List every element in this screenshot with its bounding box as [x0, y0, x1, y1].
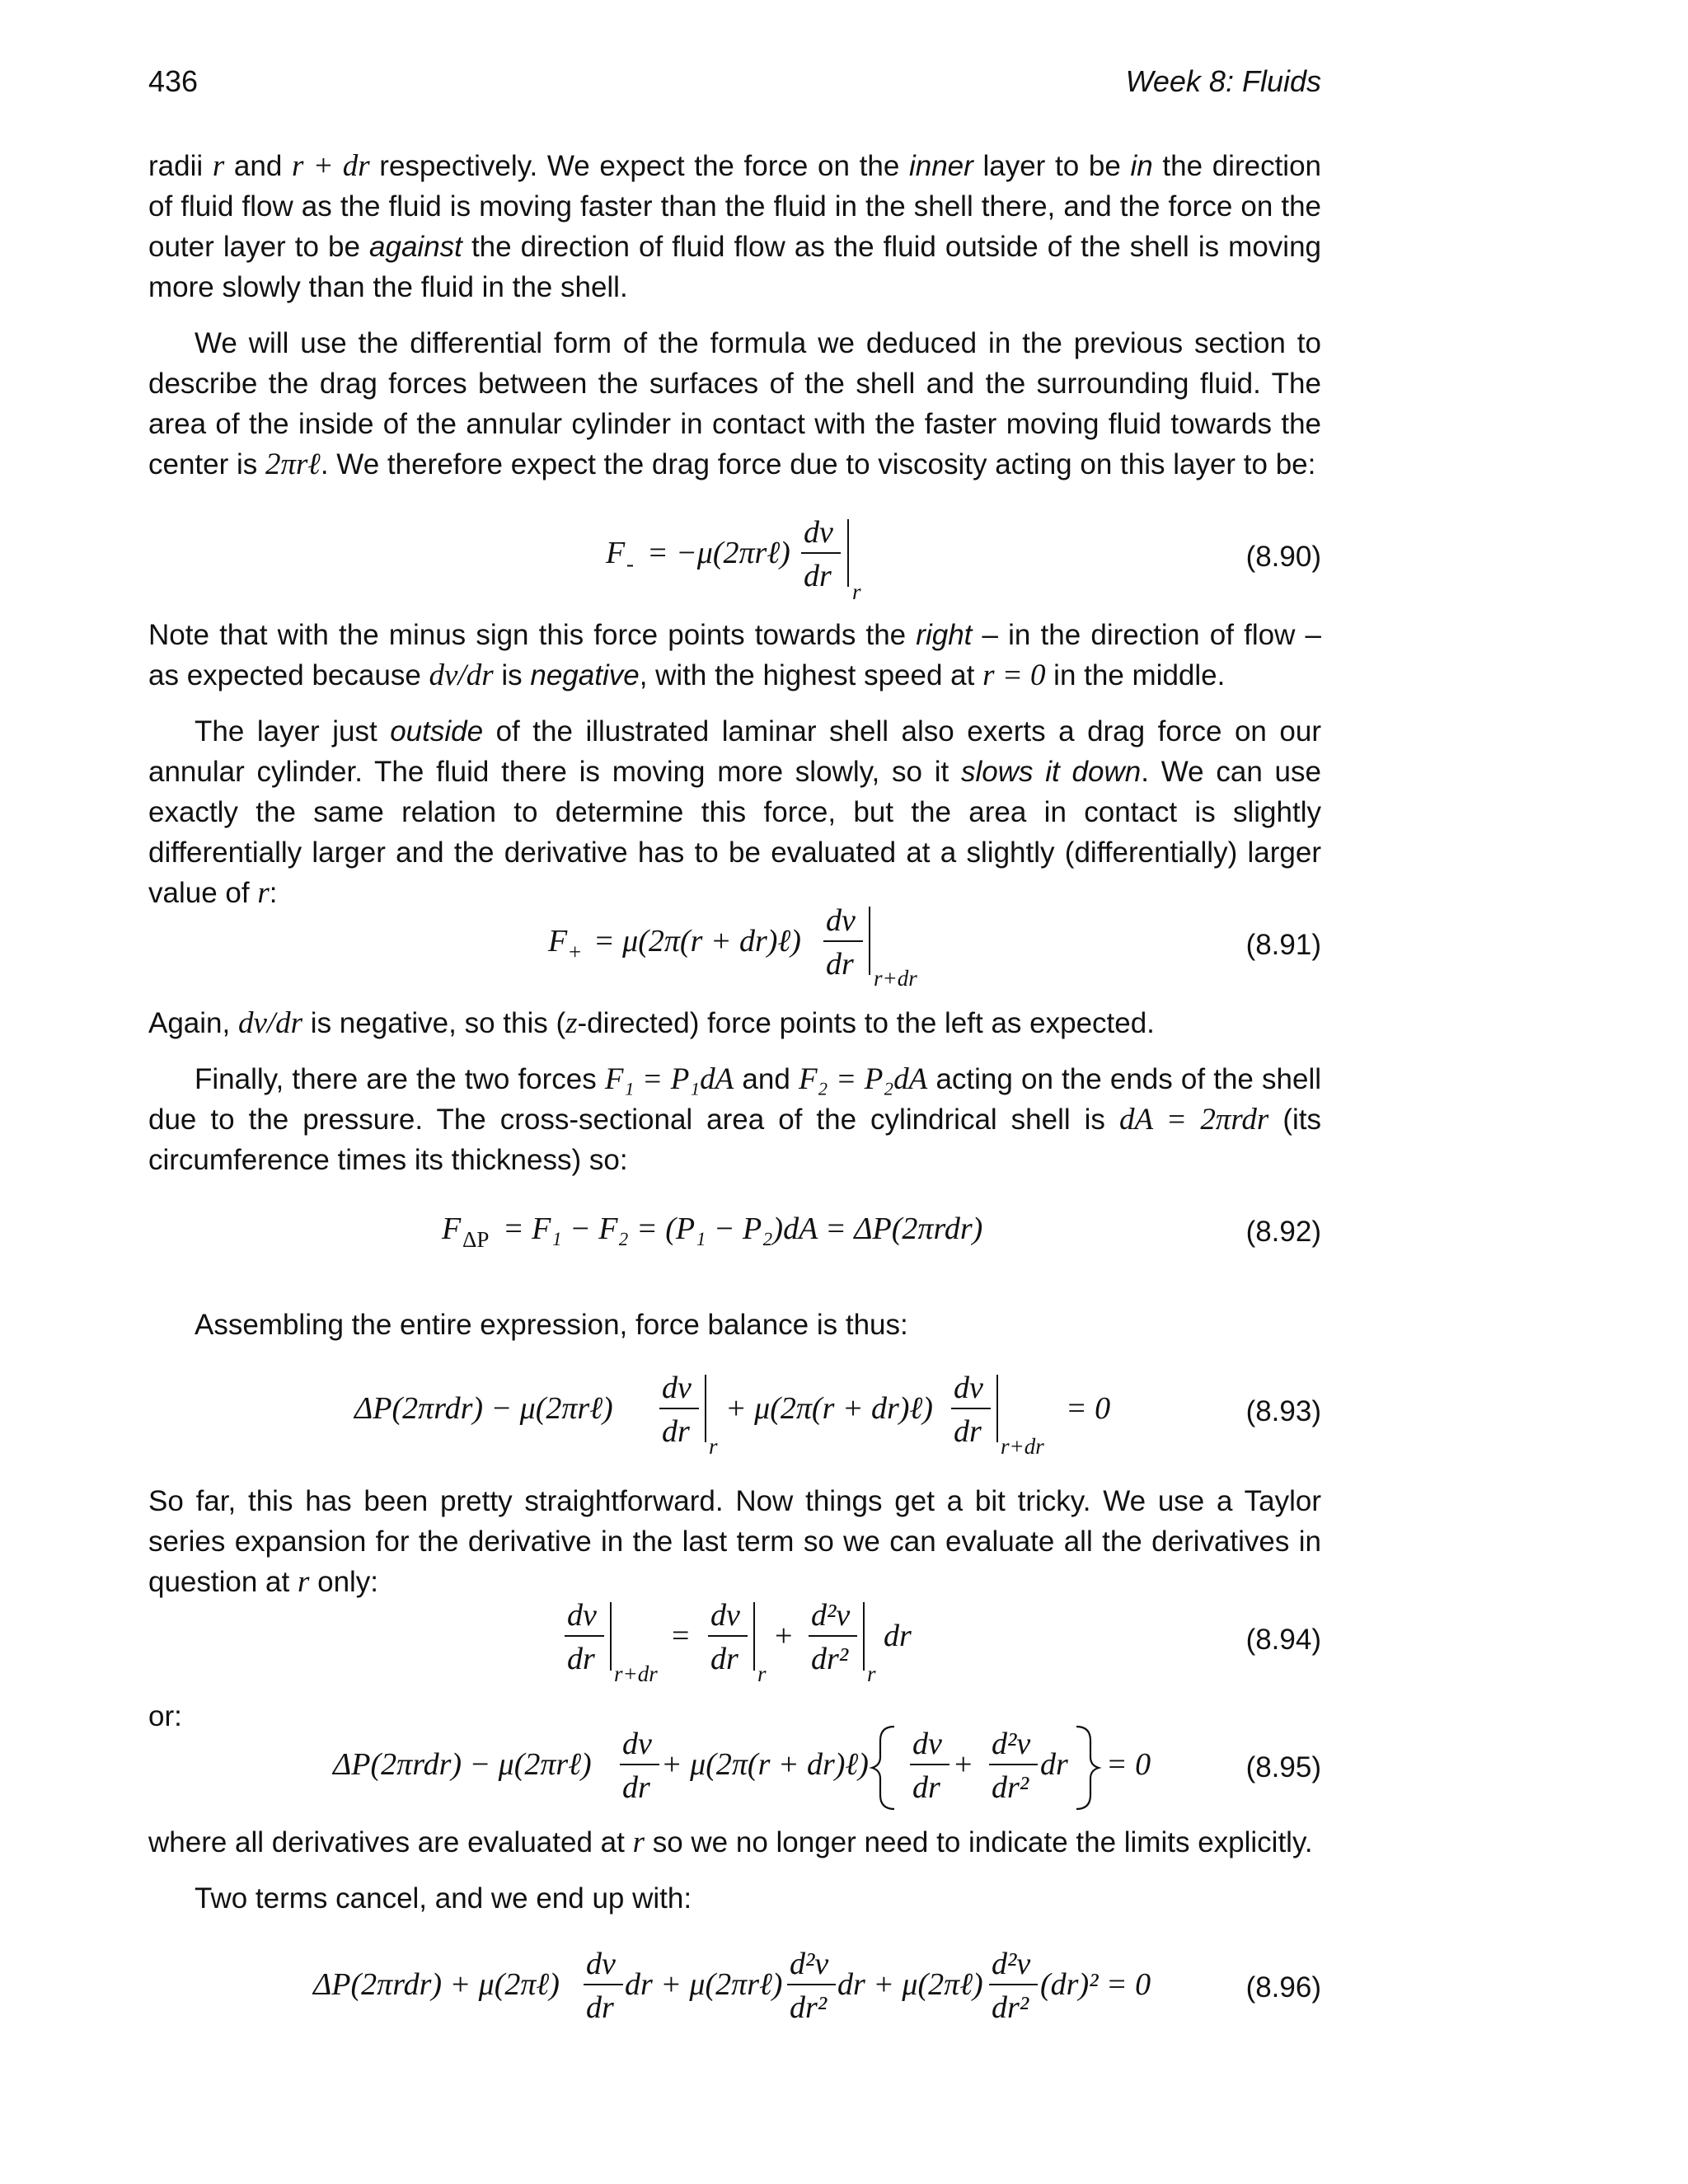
svg-text:dr: dr — [1040, 1747, 1068, 1782]
paragraph-10: where all derivatives are evaluated at r so we no longer need to indicate the limits explicitly. — [148, 1825, 1313, 1859]
svg-text:F: F — [442, 1212, 462, 1246]
equation-number-8-94: (8.94) — [1245, 1624, 1321, 1656]
svg-text:r+dr: r+dr — [874, 966, 917, 991]
svg-text:dr²: dr² — [790, 1990, 828, 2025]
equation-number-8-95: (8.95) — [1245, 1751, 1321, 1783]
svg-text:d²v: d²v — [992, 1727, 1031, 1761]
equation-number-8-92: (8.92) — [1245, 1216, 1321, 1248]
equation-8-91 — [547, 903, 917, 991]
svg-text:F: F — [606, 536, 626, 570]
svg-text:r: r — [757, 1661, 767, 1686]
equation-8-96 — [312, 1947, 1151, 2025]
svg-text:r: r — [709, 1434, 718, 1459]
svg-text:r: r — [852, 579, 861, 604]
equation-8-90 — [605, 515, 861, 604]
svg-text:dv: dv — [912, 1727, 942, 1761]
page-number: 436 — [148, 64, 199, 98]
paragraph-5: Again, dv/dr is negative, so this (z-directed) force points to the left as expected. — [148, 1006, 1155, 1040]
svg-text:ΔP(2πrdr) + μ(2πℓ): ΔP(2πrdr) + μ(2πℓ) — [313, 1967, 560, 2002]
paragraph-2: We will use the differential form of the formula we deduced in the previous section to describe the drag forces between the surfaces of the shell and the surrounding fluid. The area of the inside of the annular cylinder in contact with the faster moving fluid towards the center is 2πrℓ. We therefore expect the drag force due to viscosity acting on this layer to be: — [148, 327, 1321, 481]
svg-text:= 0: = 0 — [1066, 1391, 1111, 1426]
svg-text:= 0: = 0 — [1106, 1747, 1151, 1782]
equation-8-92 — [441, 1212, 982, 1252]
paragraph-11: Two terms cancel, and we end up with: — [195, 1882, 692, 1915]
svg-text:+ μ(2π(r + dr)ℓ): + μ(2π(r + dr)ℓ) — [725, 1391, 933, 1426]
svg-text:dv: dv — [804, 515, 833, 550]
svg-text:dv: dv — [710, 1598, 740, 1633]
svg-text:dr: dr — [567, 1642, 595, 1676]
svg-text:dr: dr — [954, 1414, 982, 1449]
svg-text:ΔP: ΔP — [462, 1227, 490, 1252]
svg-text:dr²: dr² — [811, 1642, 849, 1676]
svg-text:dv: dv — [662, 1371, 692, 1405]
svg-text:dr: dr — [662, 1414, 690, 1449]
svg-text:dv: dv — [954, 1371, 983, 1405]
svg-text:r+dr: r+dr — [1001, 1434, 1044, 1459]
svg-text:d²v: d²v — [790, 1947, 829, 1981]
svg-text:= −μ(2πrℓ): = −μ(2πrℓ) — [647, 536, 790, 570]
svg-text:dr + μ(2πrℓ): dr + μ(2πrℓ) — [625, 1967, 783, 2002]
svg-text:= μ(2π(r + dr)ℓ): = μ(2π(r + dr)ℓ) — [593, 924, 801, 958]
svg-text:+: + — [569, 940, 582, 964]
svg-text:F: F — [548, 924, 568, 958]
equation-number-8-90: (8.90) — [1245, 541, 1321, 573]
svg-text:+ μ(2π(r + dr)ℓ): + μ(2π(r + dr)ℓ) — [661, 1747, 869, 1782]
paragraph-9: or: — [148, 1700, 182, 1732]
svg-text:dr: dr — [884, 1619, 912, 1653]
svg-text:+: + — [775, 1619, 793, 1653]
paragraph-6: Finally, there are the two forces F₁ = P₁dA and F₂ = P₂dA acting on the ends of the shell due to the pressure. The cross-sectional area of the cylindrical shell is dA = 2πrdr (its circumference times its thickness) so: — [148, 1062, 1321, 1176]
svg-text:+: + — [954, 1747, 973, 1782]
svg-text:(dr)² = 0: (dr)² = 0 — [1040, 1967, 1151, 2002]
paragraph-8: So far, this has been pretty straightforward. Now things get a bit tricky. We use a Taylor series expansion for the derivative in the last term so we can evaluate all the derivatives in question at r only: — [148, 1485, 1321, 1599]
equation-8-95 — [331, 1727, 1151, 1809]
svg-text:ΔP(2πrdr) − μ(2πrℓ): ΔP(2πrdr) − μ(2πrℓ) — [333, 1747, 592, 1782]
svg-text:=: = — [672, 1619, 690, 1653]
svg-text:dv: dv — [567, 1598, 597, 1633]
svg-text:ΔP(2πrdr) − μ(2πrℓ): ΔP(2πrdr) − μ(2πrℓ) — [354, 1391, 613, 1426]
svg-text:dr: dr — [622, 1770, 650, 1805]
paragraph-3: Note that with the minus sign this force points towards the right – in the direction of flow – as expected because dv/dr is negative, with the highest speed at r = 0 in the middle. — [148, 619, 1321, 692]
svg-text:dv: dv — [586, 1947, 616, 1981]
paragraph-4: The layer just outside of the illustrated laminar shell also exerts a drag force on our annular cylinder. The fluid there is moving more slowly, so it slows it down. We can use exactly the same relation to determine this force, but the area in contact is slightly differentially larger and the derivative has to be evaluated at a slightly (differentially) larger value of r: — [148, 715, 1321, 910]
svg-text:d²v: d²v — [811, 1598, 851, 1633]
svg-text:dv: dv — [826, 903, 856, 938]
svg-text:= F₁ − F₂ = (P₁ − P₂)dA = ΔP(2: = F₁ − F₂ = (P₁ − P₂)dA = ΔP(2πrdr) — [503, 1212, 983, 1246]
equation-number-8-96: (8.96) — [1245, 1971, 1321, 2004]
equation-8-93 — [353, 1371, 1110, 1459]
svg-text:dr: dr — [826, 947, 854, 982]
svg-text:dr²: dr² — [992, 1770, 1029, 1805]
svg-text:r: r — [867, 1661, 876, 1686]
svg-text:dr: dr — [710, 1642, 738, 1676]
svg-text:dr²: dr² — [992, 1990, 1029, 2025]
equation-number-8-93: (8.93) — [1245, 1395, 1321, 1427]
svg-text:dr + μ(2πℓ): dr + μ(2πℓ) — [837, 1967, 983, 2002]
paragraph-1: radii r and r + dr respectively. We expect the force on the inner layer to be in the direction of fluid flow as the fluid is moving faster than the fluid in the shell there, and the force on the outer layer to be against the direction of fluid flow as the fluid outside of the shell is moving more slowly than the fluid in the shell. — [148, 149, 1322, 303]
equation-8-94 — [565, 1598, 912, 1686]
paragraph-7: Assembling the entire expression, force balance is thus: — [195, 1309, 908, 1341]
svg-text:dr: dr — [804, 559, 832, 593]
svg-text:dr: dr — [912, 1770, 940, 1805]
svg-text:r+dr: r+dr — [614, 1661, 658, 1686]
running-header: Week 8: Fluids — [1125, 64, 1321, 98]
svg-text:-: - — [626, 551, 634, 576]
equation-number-8-91: (8.91) — [1245, 929, 1321, 961]
svg-text:d²v: d²v — [992, 1947, 1031, 1981]
svg-text:dv: dv — [622, 1727, 652, 1761]
svg-text:dr: dr — [586, 1990, 614, 2025]
